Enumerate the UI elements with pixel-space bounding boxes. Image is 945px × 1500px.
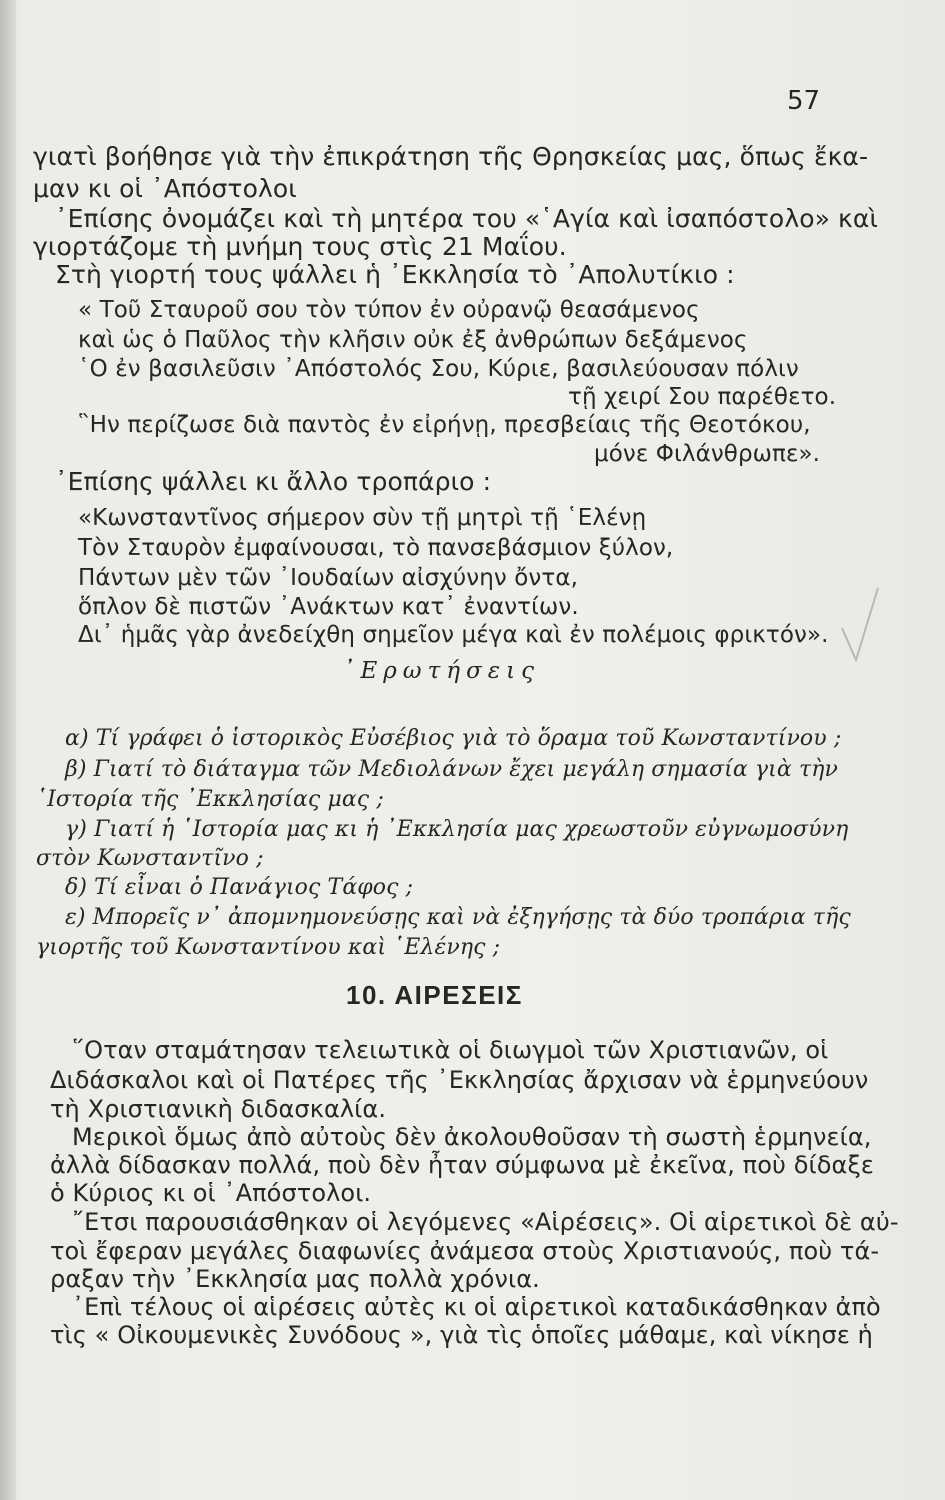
- troparion-line: ὅπλον δὲ πιστῶν ᾿Ανάκτων κατ᾿ ἐναντίων.: [78, 594, 579, 620]
- body-line: Μερικοὶ ὅμως ἀπὸ αὐτοὺς δὲν ἀκολουθοῦσαν τὴ σωστὴ ἑρμηνεία,: [72, 1123, 872, 1151]
- body-line: ἀλλὰ δίδασκαν πολλά, ποὺ δὲν ἦταν σύμφωνα μὲ ἐκεῖνα, ποὺ δίδαξε: [50, 1151, 874, 1179]
- intro-line: Στὴ γιορτή τους ψάλλει ἡ ᾿Εκκλησία τὸ ᾿Απολυτίκιο :: [55, 260, 735, 289]
- handwritten-check-mark: [838, 580, 882, 670]
- troparion-intro: ᾿Επίσης ψάλλει κι ἄλλο τροπάριο :: [55, 467, 492, 496]
- body-line: τοὶ ἔφεραν μεγάλες διαφωνίες ἀνάμεσα στοὺς Χριστιανούς, ποὺ τά-: [50, 1237, 880, 1265]
- apolytikio-line: ῾Ο ἐν βασιλεῦσιν ᾿Απόστολός Σου, Κύριε, βασιλεύουσαν πόλιν: [78, 356, 799, 382]
- troparion-line: Τὸν Σταυρὸν ἐμφαίνουσαι, τὸ πανσεβάσμιον ξύλον,: [78, 535, 674, 561]
- question-line: στὸν Κωνσταντῖνο ;: [36, 846, 264, 871]
- intro-line: γιατὶ βοήθησε γιὰ τὴν ἐπικράτηση τῆς Θρησκείας μας, ὅπως ἔκα-: [33, 142, 869, 171]
- page-number: 57: [787, 86, 821, 116]
- question-line: β) Γιατί τὸ διάταγμα τῶν Μεδιολάνων ἔχει μεγάλη σημασία γιὰ τὴν: [65, 757, 838, 782]
- intro-line: μαν κι οἱ ᾿Απόστολοι: [33, 174, 297, 203]
- troparion-line: Πάντων μὲν τῶν ᾿Ιουδαίων αἰσχύνην ὄντα,: [78, 565, 578, 591]
- troparion-line: Δι᾿ ἡμᾶς γὰρ ἀνεδείχθη σημεῖον μέγα καὶ ἐν πολέμοις φρικτόν».: [78, 622, 829, 648]
- body-line: τὶς « Οἰκουμενικὲς Συνόδους », γιὰ τὶς ὁποῖες μάθαμε, καὶ νίκησε ἡ: [50, 1321, 873, 1349]
- intro-line: ᾿Επίσης ὀνομάζει καὶ τὴ μητέρα του «῾Αγία καὶ ἰσαπόστολο» καὶ: [55, 204, 879, 233]
- page-binding-edge: [0, 0, 16, 1500]
- body-line: Διδάσκαλοι καὶ οἱ Πατέρες τῆς ᾿Εκκλησίας ἄρχισαν νὰ ἑρμηνεύουν: [50, 1066, 869, 1094]
- intro-line: γιορτάζομε τὴ μνήμη τους στὶς 21 Μαΐου.: [33, 232, 567, 261]
- body-line: ῞Οταν σταμάτησαν τελειωτικὰ οἱ διωγμοὶ τῶν Χριστιανῶν, οἱ: [72, 1036, 829, 1064]
- question-line: ε) Μπορεῖς ν᾿ ἀπομνημονεύσῃς καὶ νὰ ἐξηγήσῃς τὰ δύο τροπάρια τῆς: [65, 905, 851, 930]
- question-line: ῾Ιστορία τῆς ᾿Εκκλησίας μας ;: [36, 787, 384, 812]
- apolytikio-line: ῝Ην περίζωσε διὰ παντὸς ἐν εἰρήνῃ, πρεσβείαις τῆς Θεοτόκου,: [78, 412, 811, 438]
- apolytikio-line: καὶ ὡς ὁ Παῦλος τὴν κλῆσιν οὐκ ἐξ ἀνθρώπων δεξάμενος: [78, 327, 748, 353]
- question-line: γ) Γιατί ἡ ῾Ιστορία μας κι ἡ ᾿Εκκλησία μας χρεωστοῦν εὐγνωμοσύνη: [65, 817, 849, 842]
- section-heading: 10. ΑΙΡΕΣΕΙΣ: [346, 980, 523, 1010]
- body-line: ῎Ετσι παρουσιάσθηκαν οἱ λεγόμενες «Αἱρέσεις». Οἱ αἱρετικοὶ δὲ αὐ-: [72, 1208, 899, 1236]
- body-line: ραξαν τὴν ᾿Εκκλησία μας πολλὰ χρόνια.: [50, 1265, 540, 1293]
- questions-heading: ᾿Ερωτήσεις: [343, 658, 541, 684]
- apolytikio-line: « Τοῦ Σταυροῦ σου τὸν τύπον ἐν οὐρανῷ θεασάμενος: [78, 297, 700, 323]
- apolytikio-line: τῇ χειρί Σου παρέθετο.: [568, 384, 837, 410]
- apolytikio-line: μόνε Φιλάνθρωπε».: [594, 441, 821, 467]
- body-line: τὴ Χριστιανικὴ διδασκαλία.: [50, 1095, 387, 1123]
- question-line: δ) Τί εἶναι ὁ Πανάγιος Τάφος ;: [65, 875, 414, 900]
- question-line: γιορτῆς τοῦ Κωνσταντίνου καὶ ῾Ελένης ;: [36, 935, 501, 960]
- body-line: ᾿Επὶ τέλους οἱ αἱρέσεις αὐτὲς κι οἱ αἱρετικοὶ καταδικάσθηκαν ἀπὸ: [72, 1293, 881, 1321]
- question-line: α) Τί γράφει ὁ ἱστορικὸς Εὐσέβιος γιὰ τὸ ὅραμα τοῦ Κωνσταντίνου ;: [65, 726, 842, 751]
- body-line: ὁ Κύριος κι οἱ ᾿Απόστολοι.: [50, 1179, 372, 1207]
- troparion-line: «Κωνσταντῖνος σήμερον σὺν τῇ μητρὶ τῇ ῾Ελένῃ: [78, 505, 647, 531]
